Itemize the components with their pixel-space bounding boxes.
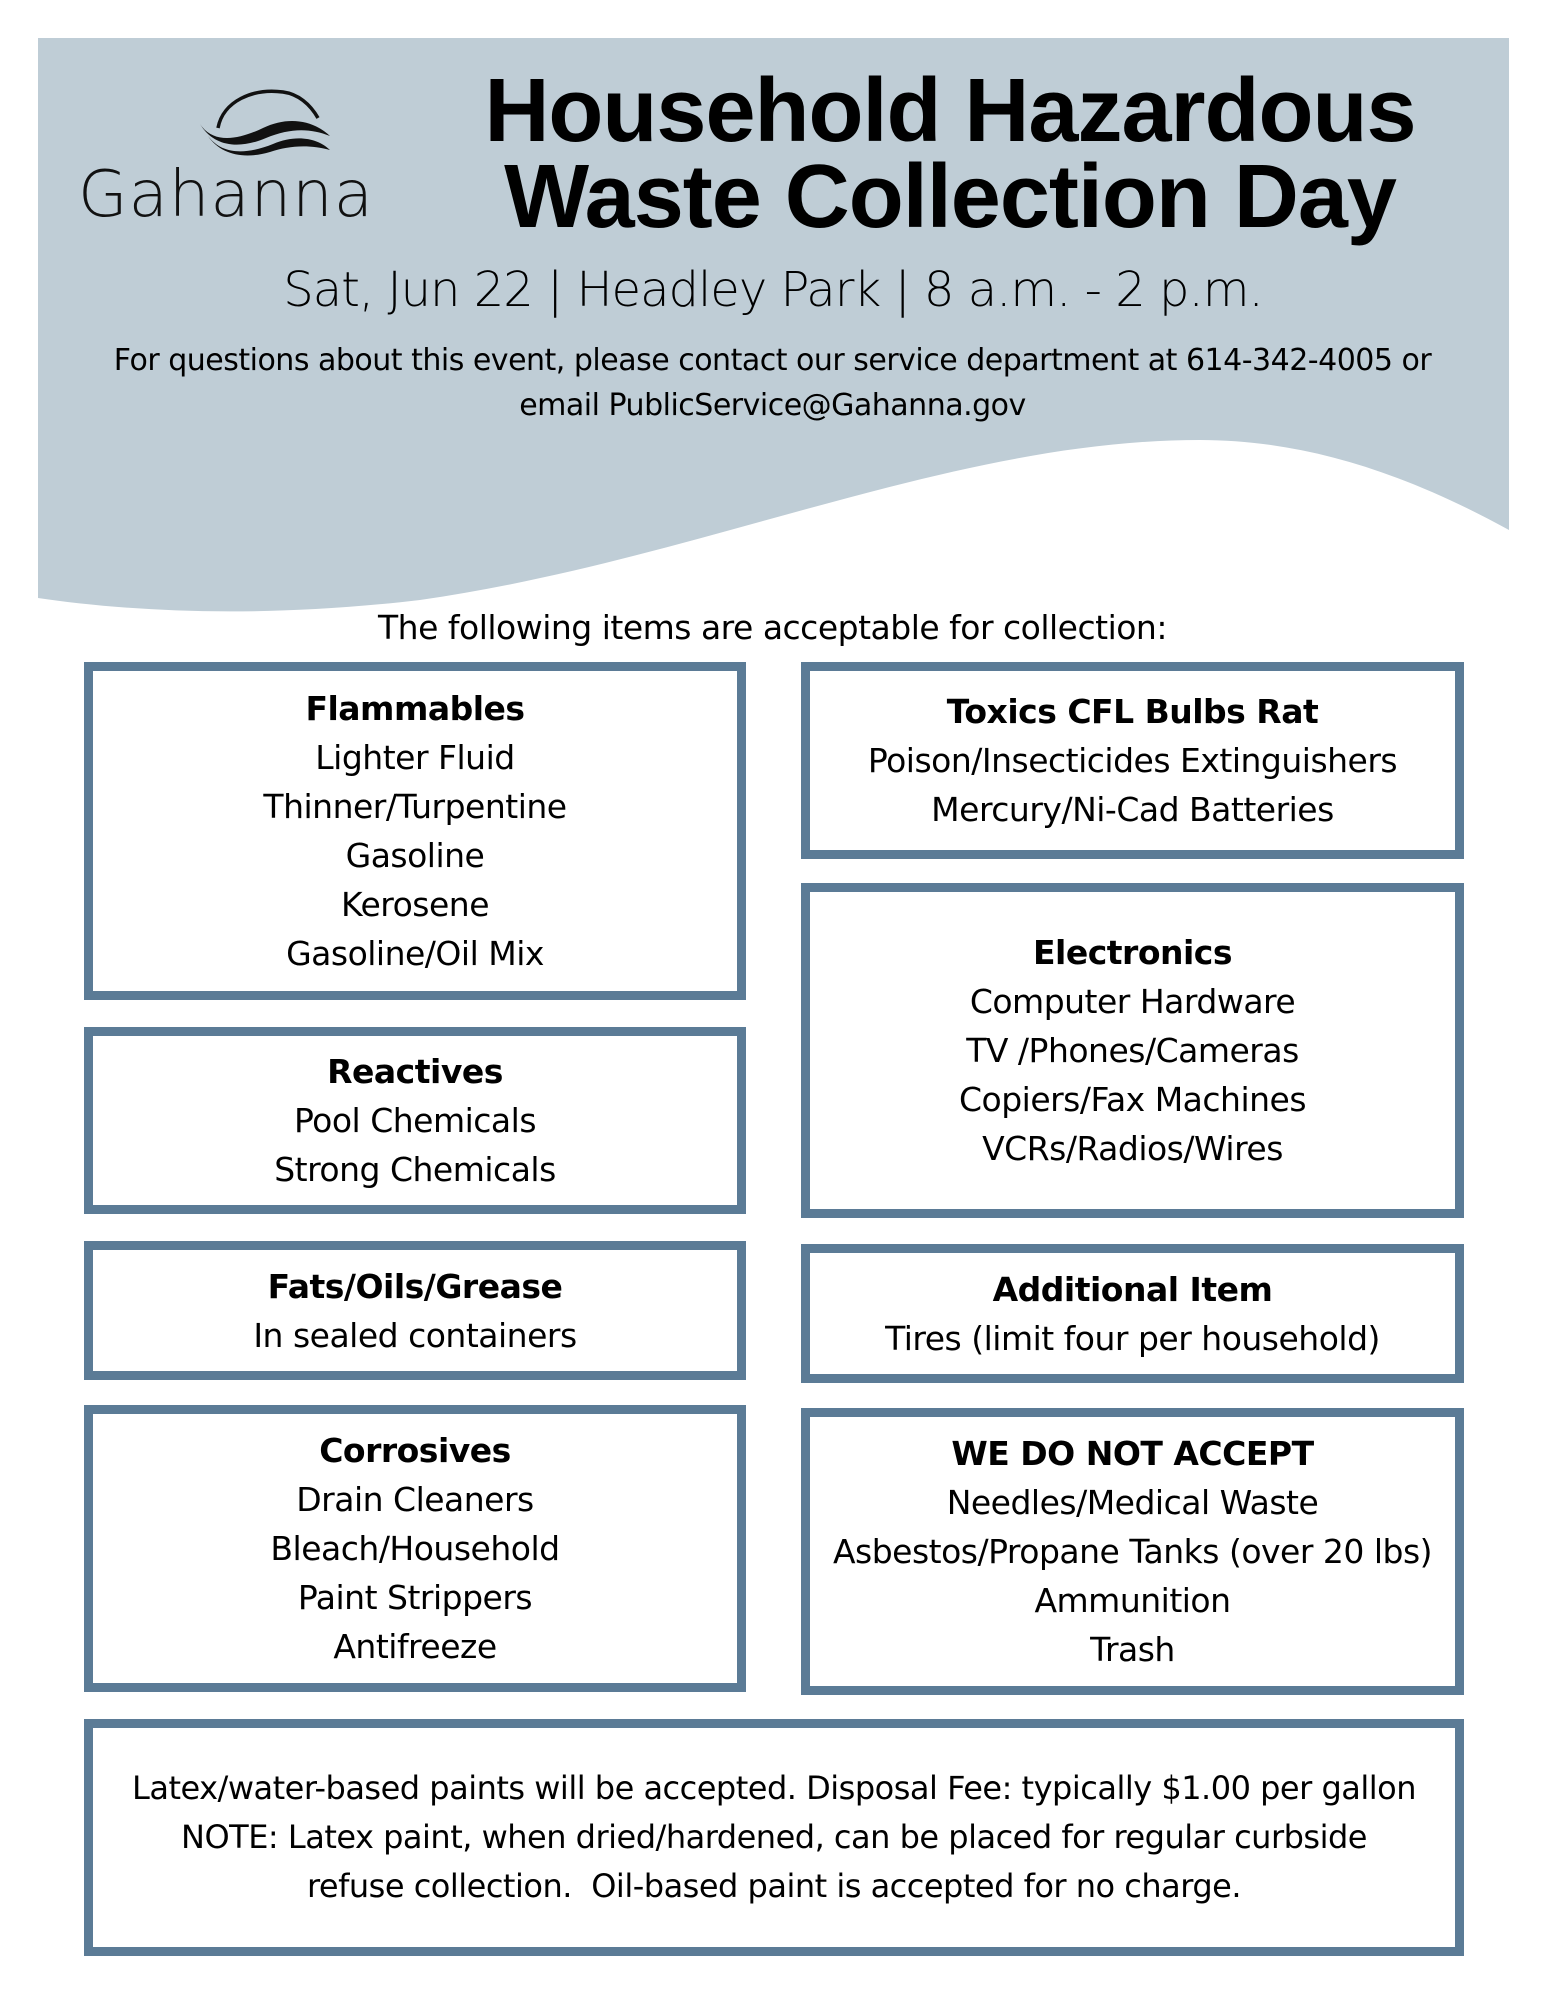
list-item: Kerosene [340, 885, 490, 924]
contact-email: email PublicService@Gahanna.gov [519, 388, 1026, 423]
list-item: Mercury/Ni-Cad Batteries [931, 790, 1334, 829]
box-title: Reactives [327, 1052, 503, 1091]
box-title: Flammables [305, 689, 525, 728]
list-item: Computer Hardware [969, 982, 1296, 1021]
list-item: Bleach/Household [270, 1529, 560, 1568]
box-fats-oils-grease [84, 1241, 746, 1380]
wave-logo-icon [178, 86, 348, 158]
list-item: Gasoline/Oil Mix [286, 934, 544, 973]
list-item: Paint Strippers [297, 1578, 533, 1617]
list-item: Trash [1090, 1630, 1175, 1669]
list-item: Thinner/Turpentine [263, 787, 567, 826]
list-item: Lighter Fluid [315, 738, 515, 777]
list-item: VCRs/Radios/Wires [982, 1129, 1283, 1168]
box-not-accepted [801, 1408, 1464, 1695]
list-item: Drain Cleaners [296, 1480, 534, 1519]
list-item: Ammunition [1034, 1581, 1231, 1620]
box-title: Electronics [1032, 933, 1233, 972]
list-item: Asbestos/Propane Tanks (over 20 lbs) [832, 1532, 1433, 1571]
paint-note-line-1: Latex/water-based paints will be accepted. Disposal Fee: typically $1.00 per gallon [132, 1769, 1416, 1807]
title-line-1: Household Hazardous [484, 61, 1416, 161]
list-item: In sealed containers [253, 1315, 577, 1355]
box-reactives [84, 1027, 746, 1214]
page-title [440, 61, 1460, 247]
list-item: Strong Chemicals [274, 1150, 556, 1189]
box-toxics [801, 662, 1464, 859]
box-corrosives [84, 1405, 746, 1692]
box-title: Corrosives [319, 1431, 511, 1470]
list-item: Gasoline [345, 836, 485, 875]
box-title: WE DO NOT ACCEPT [951, 1434, 1314, 1473]
box-title: Fats/Oils/Grease [267, 1266, 563, 1306]
intro-text: The following items are acceptable for collection: [378, 608, 1167, 647]
paint-note-box [84, 1719, 1464, 1956]
list-item: Poison/Insecticides Extinguishers [867, 741, 1398, 780]
contact-line-1: For questions about this event, please contact our service department at 614-342-4005 or [113, 343, 1432, 378]
gahanna-logo [78, 80, 438, 230]
list-item: TV /Phones/Cameras [966, 1031, 1299, 1070]
paint-note-line-3: refuse collection. Oil-based paint is accepted for no charge. [306, 1867, 1242, 1905]
list-item: Antifreeze [333, 1627, 497, 1666]
contact-info [60, 338, 1485, 428]
title-line-2: Waste Collection Day [504, 147, 1396, 247]
event-details: Sat, Jun 22 | Headley Park | 8 a.m. - 2 p.m. [283, 262, 1263, 318]
list-item: Pool Chemicals [293, 1101, 537, 1140]
box-title: Additional Item [992, 1269, 1273, 1309]
box-title: Toxics CFL Bulbs Rat [946, 692, 1319, 731]
list-item: Tires (limit four per household) [885, 1318, 1380, 1358]
box-electronics [801, 883, 1464, 1218]
logo-text: Gahanna [78, 158, 374, 232]
list-item: Needles/Medical Waste [946, 1483, 1319, 1522]
box-additional-item [801, 1244, 1464, 1383]
box-flammables [84, 662, 746, 1000]
list-item: Copiers/Fax Machines [958, 1080, 1307, 1119]
paint-note-line-2: NOTE: Latex paint, when dried/hardened, can be placed for regular curbside [181, 1818, 1367, 1856]
